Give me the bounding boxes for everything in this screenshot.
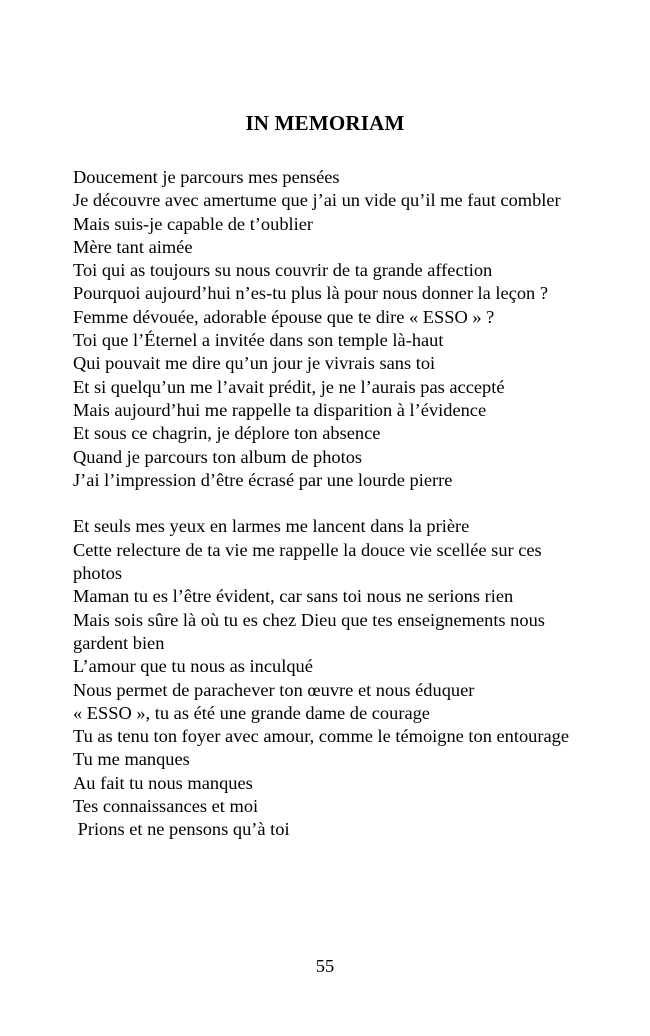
poem-line: Et si quelqu’un me l’avait prédit, je ne l’aurais pas accepté [73, 376, 505, 397]
poem-line: « ESSO », tu as été une grande dame de courage [73, 702, 430, 723]
stanza-1 [73, 166, 573, 492]
stanza-break [73, 492, 573, 515]
poem-line: Toi que l’Éternel a invitée dans son temple là-haut [73, 330, 444, 351]
poem-line: J’ai l’impression d’être écrasé par une lourde pierre [73, 469, 453, 490]
poem-line: Tu as tenu ton foyer avec amour, comme le témoigne ton entourage [73, 726, 570, 747]
poem-line: Doucement je parcours mes pensées [73, 167, 340, 187]
poem-line: Maman tu es l’être évident, car sans toi nous ne serions rien [73, 586, 514, 607]
poem-line: Femme dévouée, adorable épouse que te dire « ESSO » ? [73, 306, 495, 327]
poem-line: Qui pouvait me dire qu’un jour je vivrais sans toi [73, 353, 436, 374]
poem-line: Toi qui as toujours su nous couvrir de ta grande affection [73, 260, 493, 281]
poem-line: Et sous ce chagrin, je déplore ton absence [73, 423, 381, 444]
poem-line: Nous permet de parachever ton œuvre et nous éduquer [73, 679, 475, 700]
poem-line: Mais aujourd’hui me rappelle ta disparition à l’évidence [73, 399, 487, 420]
poem-line: Pourquoi aujourd’hui n’es-tu plus là pour nous donner la leçon ? [73, 283, 548, 304]
poem-line: Mais sois sûre là où tu es chez Dieu que tes enseignements nous gardent bien [73, 609, 545, 653]
poem-line: Au fait tu nous manques [73, 772, 253, 793]
poem-line: L’amour que tu nous as inculqué [73, 656, 313, 677]
poem-line: Je découvre avec amertume que j’ai un vide qu’il me faut combler [73, 190, 561, 211]
poem-body [73, 166, 573, 842]
poem-line: Tu me manques [73, 749, 190, 770]
poem-line: Quand je parcours ton album de photos [73, 446, 363, 467]
stanza-2 [73, 515, 573, 841]
poem-line: Mère tant aimée [73, 236, 193, 257]
poem-title: IN MEMORIAM [245, 111, 405, 135]
page-number: 55 [315, 956, 335, 976]
poem-line: Cette relecture de ta vie me rappelle la douce vie scellée sur ces photos [73, 539, 542, 584]
poem-line: Et seuls mes yeux en larmes me lancent dans la prière [73, 516, 470, 537]
poem-line: Mais suis-je capable de t’oublier [73, 213, 314, 234]
poem-line: Tes connaissances et moi [73, 796, 259, 817]
poem-line: Prions et ne pensons qu’à toi [73, 819, 290, 840]
